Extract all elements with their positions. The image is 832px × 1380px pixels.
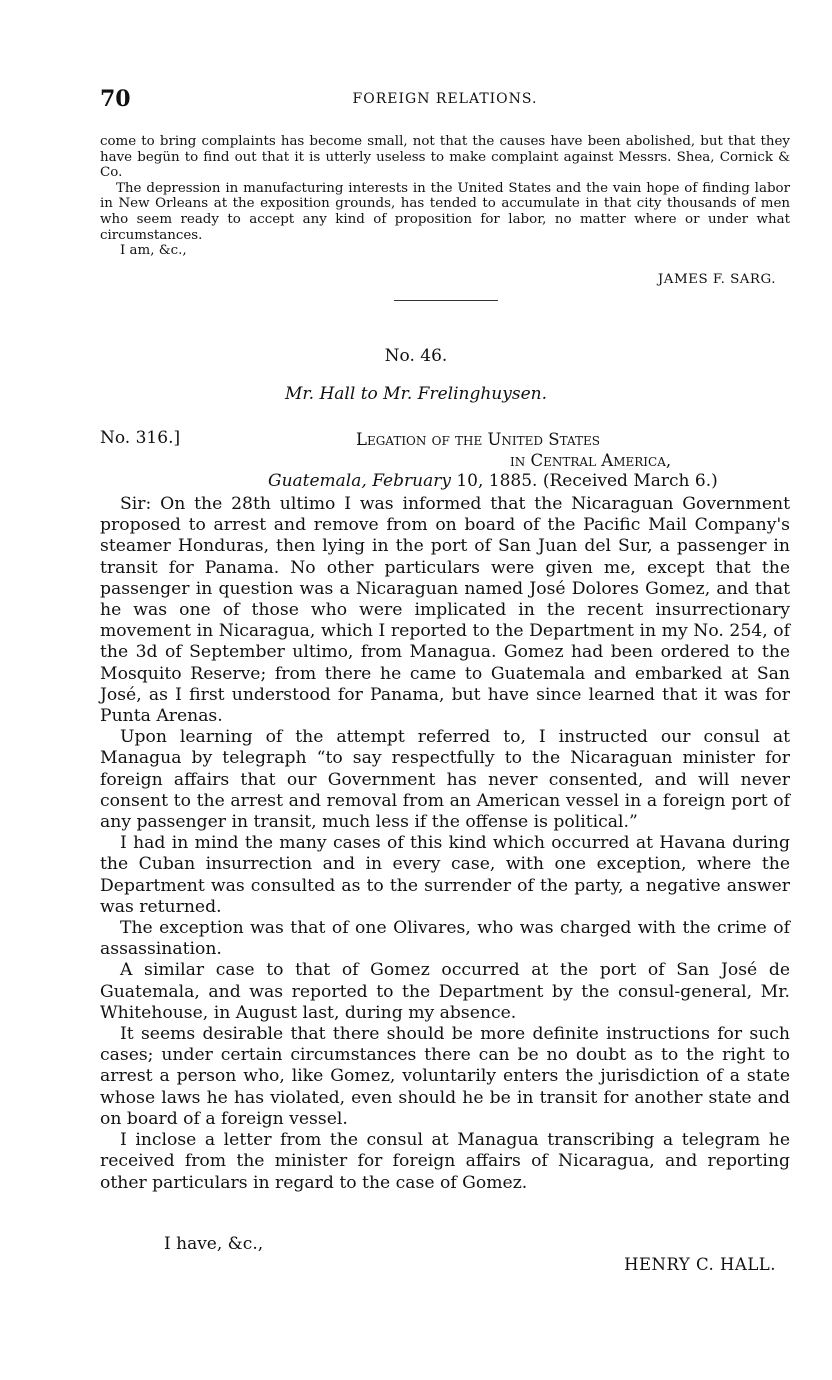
letter-signature: HENRY C. HALL. <box>624 1255 776 1274</box>
dateline <box>268 471 718 491</box>
document-number: No. 46. <box>384 346 448 366</box>
section-divider <box>394 300 498 301</box>
body-paragraph: The exception was that of one Olivares, who was charged with the crime of assassination. <box>100 918 790 960</box>
legation-line-1: Legation of the United States <box>356 430 600 449</box>
letter-closing: I have, &c., <box>164 1234 264 1254</box>
date-place: Guatemala, February <box>268 471 451 491</box>
body-paragraph: I had in mind the many cases of this kind which occurred at Havana during the Cuban insurrection and in every case, with one exception, where the Department was consulted as to the surrender of the party, a negative answer was returned. <box>100 833 790 917</box>
body-paragraph: Upon learning of the attempt referred to, I instructed our consul at Managua by telegraph “to say respectfully to the Nicaraguan minister for foreign affairs that our Government has never consented, and will never consent to the arrest and removal from an American vessel in a foreign port of any passenger in transit, much less if the offense is political.” <box>100 727 790 833</box>
legation-line-2: in Central America, <box>510 451 672 470</box>
prior-letter-text <box>100 134 790 259</box>
date-received: 10, 1885. (Received March 6.) <box>450 471 718 491</box>
prior-closing: I am, &c., <box>120 243 187 259</box>
prior-paragraph: come to bring complaints has become small, not that the causes have been abolished, but that they have begün to find out that it is utterly useless to make complaint against Messrs. Shea, Cornick & Co. <box>100 134 790 181</box>
page-header <box>100 86 790 112</box>
page-number: 70 <box>100 86 131 112</box>
prior-paragraph: The depression in manufacturing interests in the United States and the vain hope of finding labor in New Orleans at the exposition grounds, has tended to accumulate in that city thousands of men who seem ready to accept any kind of proposition for labor, no matter where or under what circumstances. <box>100 180 790 243</box>
body-paragraph: It seems desirable that there should be more definite instructions for such cases; under certain circumstances there can be no doubt as to the right to arrest a person who, like Gomez, voluntarily enters the jurisdiction of a state whose laws he has violated, even should he be in transit for another state and on board of a foreign vessel. <box>100 1024 790 1129</box>
letter-number: No. 316.] <box>100 428 181 448</box>
letter-body <box>100 494 790 1194</box>
running-title: FOREIGN RELATIONS. <box>352 91 538 107</box>
body-paragraph: I inclose a letter from the consul at Managua transcribing a telegram he received from the minister for foreign affairs of Nicaragua, and reporting other particulars in regard to the case of Gomez. <box>100 1130 790 1193</box>
prior-signature: JAMES F. SARG. <box>657 272 776 287</box>
body-paragraph: Sir: On the 28th ultimo I was informed that the Nicaraguan Government proposed to arrest and remove from on board of the Pacific Mail Company's steamer Honduras, then lying in the port of San Juan del Sur, a passenger in transit for Panama. No other particulars were given me, except that the passenger in question was a Nicaraguan named José Dolores Gomez, and that he was one of those who were implicated in the recent insurrectionary movement in Nicaragua, which I reported to the Department in my No. 254, of the 3d of September ultimo, from Managua. Gomez had been ordered to the Mosquito Reserve; from there he came to Guatemala and embarked at San José, as I first understood for Panama, but have since learned that it was for Punta Arenas. <box>100 494 790 727</box>
body-paragraph: A similar case to that of Gomez occurred at the port of San José de Guatemala, and was reported to the Department by the consul-general, Mr. Whitehouse, in August last, during my absence. <box>100 960 790 1023</box>
document-title: Mr. Hall to Mr. Frelinghuysen. <box>285 384 547 404</box>
